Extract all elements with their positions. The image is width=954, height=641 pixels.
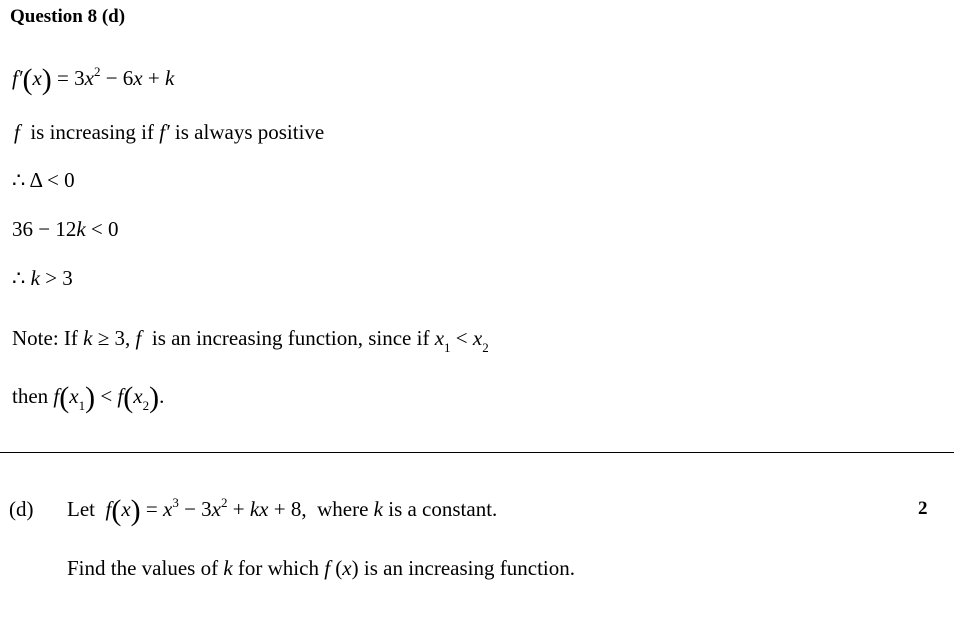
text-part: Find the values of <box>67 556 224 580</box>
var-x: x <box>121 497 131 521</box>
marks-value: 2 <box>918 498 928 519</box>
text-part: is increasing if <box>19 120 160 144</box>
text-part: is a constant. <box>382 497 498 521</box>
var-x: x <box>163 497 173 521</box>
paren-open: ( <box>22 63 33 96</box>
exponent: 2 <box>93 64 101 79</box>
f-symbol: f <box>105 497 112 521</box>
var-k: k <box>83 326 93 350</box>
text-part: . <box>159 384 165 408</box>
paren-close: ) <box>85 381 96 414</box>
text-part: is always positive <box>169 120 325 144</box>
f-symbol: f <box>135 326 142 350</box>
exponent: 3 <box>172 495 179 510</box>
subscript: 1 <box>444 340 451 355</box>
text-part: is an increasing function, since if <box>141 326 435 350</box>
eq-part: + <box>142 66 165 90</box>
text-part: < <box>450 326 473 350</box>
var-x: x <box>133 66 143 90</box>
section-divider <box>0 452 954 453</box>
var-x: x <box>434 326 445 350</box>
text-part: then <box>12 384 54 408</box>
f-symbol: f <box>14 120 20 144</box>
paren-close: ) <box>149 381 160 414</box>
text-part: = <box>140 497 163 521</box>
var-k: k <box>30 266 40 290</box>
discriminant-line: ∴ Δ < 0 <box>12 168 75 192</box>
paren-open: ( <box>111 494 122 527</box>
var-x: x <box>211 497 221 521</box>
text-part: ∴ <box>12 266 31 290</box>
exponent: 2 <box>221 495 228 510</box>
subscript: 1 <box>78 398 86 413</box>
f-prime-symbol: f′ <box>12 66 23 90</box>
paren-open: ( <box>123 381 134 414</box>
question-label: (d) <box>9 497 34 521</box>
f-symbol: f <box>117 384 124 408</box>
var-x: x <box>84 66 94 90</box>
paren-open: ( <box>59 381 70 414</box>
subscript: 2 <box>482 340 489 355</box>
var-k: k <box>373 497 383 521</box>
paren-close: ) <box>130 494 141 527</box>
page-title: Question 8 (d) <box>10 6 126 27</box>
text-part: Let <box>67 497 106 521</box>
var-x: x <box>69 384 79 408</box>
var-x: x <box>32 66 42 90</box>
var-kx: kx <box>249 497 269 521</box>
increasing-condition <box>14 122 324 143</box>
inequality-line <box>12 219 119 240</box>
var-k: k <box>76 217 86 241</box>
eq-part: − 6 <box>100 66 134 90</box>
var-x: x <box>342 556 352 580</box>
note-line <box>12 326 489 355</box>
text-part: < 0 <box>85 217 119 241</box>
text-part: ) <box>351 556 359 580</box>
text-part: Note: If <box>12 326 84 350</box>
text-part: ( <box>330 556 343 580</box>
var-x: x <box>472 326 483 350</box>
question-instruction <box>67 558 575 579</box>
text-part: for which <box>232 556 325 580</box>
eq-part: = 3 <box>51 66 85 90</box>
f-symbol: f <box>53 384 60 408</box>
question-statement <box>67 494 498 527</box>
text-part: − 3 <box>178 497 212 521</box>
text-part: < <box>95 384 118 408</box>
text-part: is an increasing function. <box>358 556 575 580</box>
then-line <box>12 381 165 414</box>
var-k: k <box>164 66 175 90</box>
var-k: k <box>223 556 233 580</box>
derivative-equation <box>12 63 175 96</box>
paren-close: ) <box>41 63 52 96</box>
f-prime-symbol: f′ <box>159 120 170 144</box>
text-part: + <box>227 497 250 521</box>
text-part: where <box>306 497 374 521</box>
f-symbol: f <box>324 556 331 580</box>
text-part: > 3 <box>39 266 73 290</box>
result-line <box>12 268 73 289</box>
text-part: 36 − 12 <box>12 217 77 241</box>
text-part: + 8, <box>268 497 307 521</box>
subscript: 2 <box>142 398 150 413</box>
var-x: x <box>133 384 143 408</box>
text-part: ≥ 3, <box>92 326 136 350</box>
